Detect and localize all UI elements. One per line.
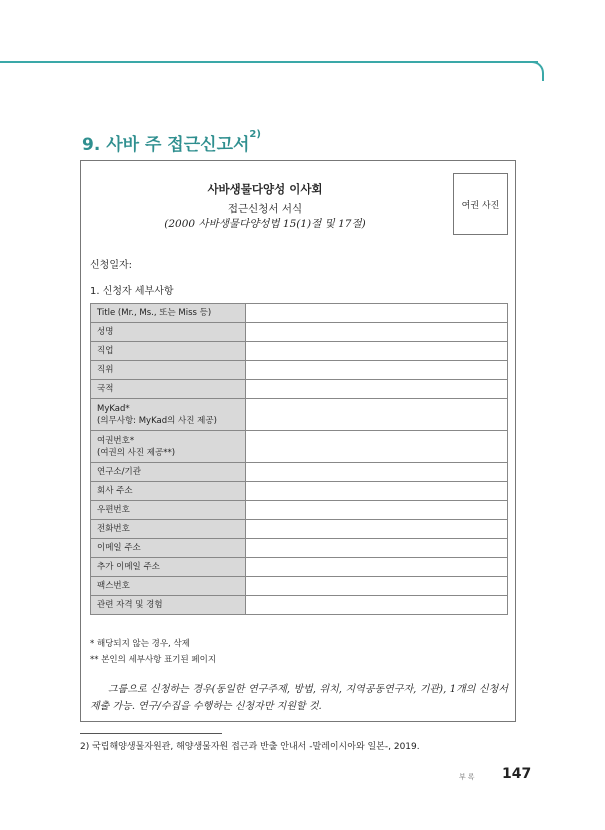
table-row (91, 539, 508, 558)
applicant-heading: 1. 신청자 세부사항 (90, 286, 174, 297)
row-label: 전화번호 (91, 520, 246, 539)
row-label (91, 431, 246, 463)
row-label-line1: 여권번호* (97, 435, 135, 446)
row-label: 이메일 주소 (91, 539, 246, 558)
table-row (91, 399, 508, 431)
row-value[interactable] (246, 342, 508, 361)
table-row (91, 323, 508, 342)
top-rule (0, 61, 538, 63)
row-label: Title (Mr., Ms., 또는 Miss 등) (91, 304, 246, 323)
table-row (91, 342, 508, 361)
row-label: 성명 (91, 323, 246, 342)
law-reference: (2000 사바생물다양성법 15(1)절 및 17절) (164, 218, 366, 230)
row-label: 국적 (91, 380, 246, 399)
apply-date-label: 신청일자: (90, 260, 133, 271)
row-value[interactable] (246, 361, 508, 380)
page-section-label: 부록 (459, 773, 477, 781)
row-label-line2: (여권의 사진 제공**) (97, 447, 176, 458)
table-row (91, 304, 508, 323)
table-row (91, 501, 508, 520)
row-label-line1: MyKad* (97, 403, 130, 414)
form-subtitle: 접근신청서 서식 (227, 203, 303, 215)
row-value[interactable] (246, 463, 508, 482)
row-value[interactable] (246, 501, 508, 520)
row-value[interactable] (246, 558, 508, 577)
note-details-page: ** 본인의 세부사항 표기된 페이지 (90, 655, 217, 665)
row-label: 추가 이메일 주소 (91, 558, 246, 577)
row-value[interactable] (246, 323, 508, 342)
footnote-rule (80, 733, 222, 734)
row-value[interactable] (246, 539, 508, 558)
applicant-details-table (90, 303, 508, 615)
group-application-note: 그룹으로 신청하는 경우(동일한 연구주제, 방법, 위치, 지역공동연구자, 기관), 1개의 신청서 제출 가능. 연구/수집을 수행하는 신청자만 지원할 것. (90, 684, 508, 712)
row-label: 팩스번호 (91, 577, 246, 596)
table-row (91, 482, 508, 501)
table-row (91, 361, 508, 380)
table-row (91, 431, 508, 463)
row-value[interactable] (246, 304, 508, 323)
row-label: 우편번호 (91, 501, 246, 520)
row-label: 관련 자격 및 경험 (91, 596, 246, 615)
row-label: 회사 주소 (91, 482, 246, 501)
table-row (91, 380, 508, 399)
section-title-text: 9. 사바 주 접근신고서 (82, 135, 250, 155)
note-not-applicable: * 해당되지 않는 경우, 삭제 (90, 639, 190, 649)
passport-photo-box (453, 173, 508, 235)
row-value[interactable] (246, 482, 508, 501)
org-name: 사바생물다양성 이사회 (207, 182, 323, 196)
table-row (91, 463, 508, 482)
table-row (91, 520, 508, 539)
application-form (80, 160, 516, 722)
row-label: 연구소/기관 (91, 463, 246, 482)
row-label (91, 399, 246, 431)
row-value[interactable] (246, 520, 508, 539)
row-value[interactable] (246, 431, 508, 463)
page-number: 147 (502, 766, 532, 782)
row-label: 직업 (91, 342, 246, 361)
row-label-line2: (의무사항: MyKad의 사진 제공) (97, 415, 217, 426)
row-value[interactable] (246, 399, 508, 431)
passport-photo-label: 여권 사진 (461, 200, 500, 211)
top-rule-curve (520, 61, 544, 81)
table-row (91, 577, 508, 596)
row-value[interactable] (246, 596, 508, 615)
row-value[interactable] (246, 380, 508, 399)
footnote: 2) 국립해양생물자원관, 해양생물자원 접근과 반출 안내서 -말레이시아와 일본-, 2019. (80, 742, 420, 752)
footnote-marker: 2) (249, 129, 261, 141)
table-row (91, 596, 508, 615)
section-title (82, 130, 261, 155)
row-value[interactable] (246, 577, 508, 596)
row-label: 직위 (91, 361, 246, 380)
table-row (91, 558, 508, 577)
